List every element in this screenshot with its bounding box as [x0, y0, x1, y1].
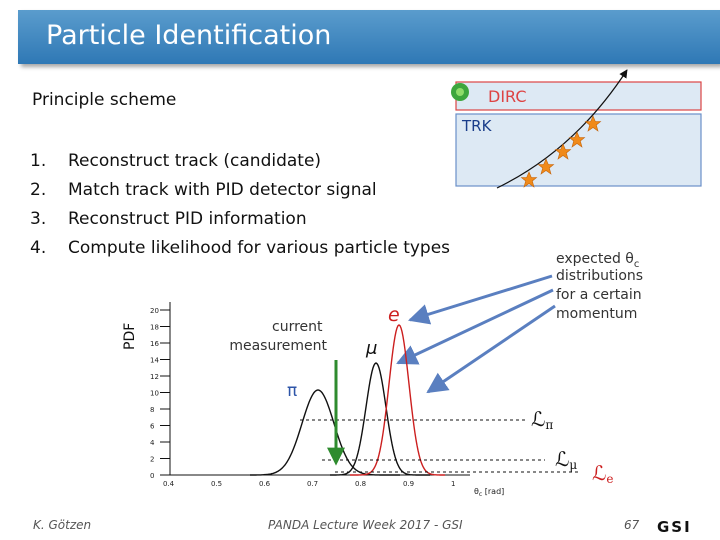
footer-event: PANDA Lecture Week 2017 - GSI — [268, 518, 463, 532]
x-tick-label: 0.5 — [211, 480, 223, 488]
svg-text:GSI: GSI — [657, 518, 692, 536]
likelihood-mu-label: ℒμ — [555, 447, 578, 472]
x-ticks — [163, 480, 455, 488]
likelihood-pi-label: ℒπ — [531, 407, 554, 432]
x-tick-label: 0.4 — [163, 480, 175, 488]
pi-label: π — [287, 381, 298, 401]
subtitle: Principle scheme — [32, 90, 177, 110]
svg-text:for a certain: for a certain — [556, 287, 642, 303]
mu-label: μ — [366, 338, 378, 359]
footer-author: K. Götzen — [33, 518, 92, 532]
gsi-logo — [655, 518, 705, 536]
plot-xlabel: $\theta_c$ [rad] — [474, 487, 505, 498]
footer-page-number: 67 — [624, 518, 640, 532]
dirc-label: DIRC — [488, 87, 527, 106]
y-tick-label: 20 — [150, 307, 159, 315]
step-item: 4. Compute likelihood for various particle types — [30, 238, 451, 258]
x-tick-label: 0.8 — [355, 480, 367, 488]
svg-text:expected θc: expected $\theta_c$ — [556, 251, 640, 270]
step-item: 3. Reconstruct PID information — [30, 209, 307, 229]
y-tick-label: 0 — [150, 472, 155, 480]
y-tick-label: 2 — [150, 455, 155, 464]
y-tick-label: 4 — [150, 439, 155, 447]
trk-box — [456, 114, 701, 186]
x-tick-label: 1 — [451, 480, 456, 488]
y-tick-label: 18 — [150, 323, 159, 332]
e-label: e — [388, 304, 400, 326]
svg-text:distributions: distributions — [556, 268, 644, 284]
likelihood-e-label: ℒe — [592, 461, 614, 486]
step-item: 2. Match track with PID detector signal — [30, 180, 377, 200]
current-measurement-label: current measurement — [229, 319, 327, 354]
mu-distribution-curve — [330, 363, 430, 475]
y-tick-label: 16 — [150, 340, 159, 348]
arrow-to-e — [410, 276, 552, 320]
x-tick-label: 0.9 — [403, 480, 415, 488]
svg-text:momentum: momentum — [556, 306, 638, 322]
x-tick-label: 0.6 — [259, 480, 271, 488]
expected-distributions-annotation — [556, 251, 643, 322]
y-ticks — [150, 307, 170, 480]
step-item: 1. Reconstruct track (candidate) — [30, 151, 322, 171]
y-tick-label: 8 — [150, 406, 155, 414]
trk-label: TRK — [462, 117, 492, 135]
y-tick-label: 14 — [150, 356, 159, 365]
y-tick-label: 12 — [150, 373, 159, 381]
y-tick-label: 10 — [150, 389, 159, 398]
plot-ylabel: PDF — [122, 322, 138, 350]
page-title: Particle Identification — [46, 20, 332, 51]
x-tick-label: 0.7 — [307, 480, 319, 488]
cherenkov-signal-icon — [451, 83, 469, 101]
y-tick-label: 6 — [150, 422, 155, 431]
